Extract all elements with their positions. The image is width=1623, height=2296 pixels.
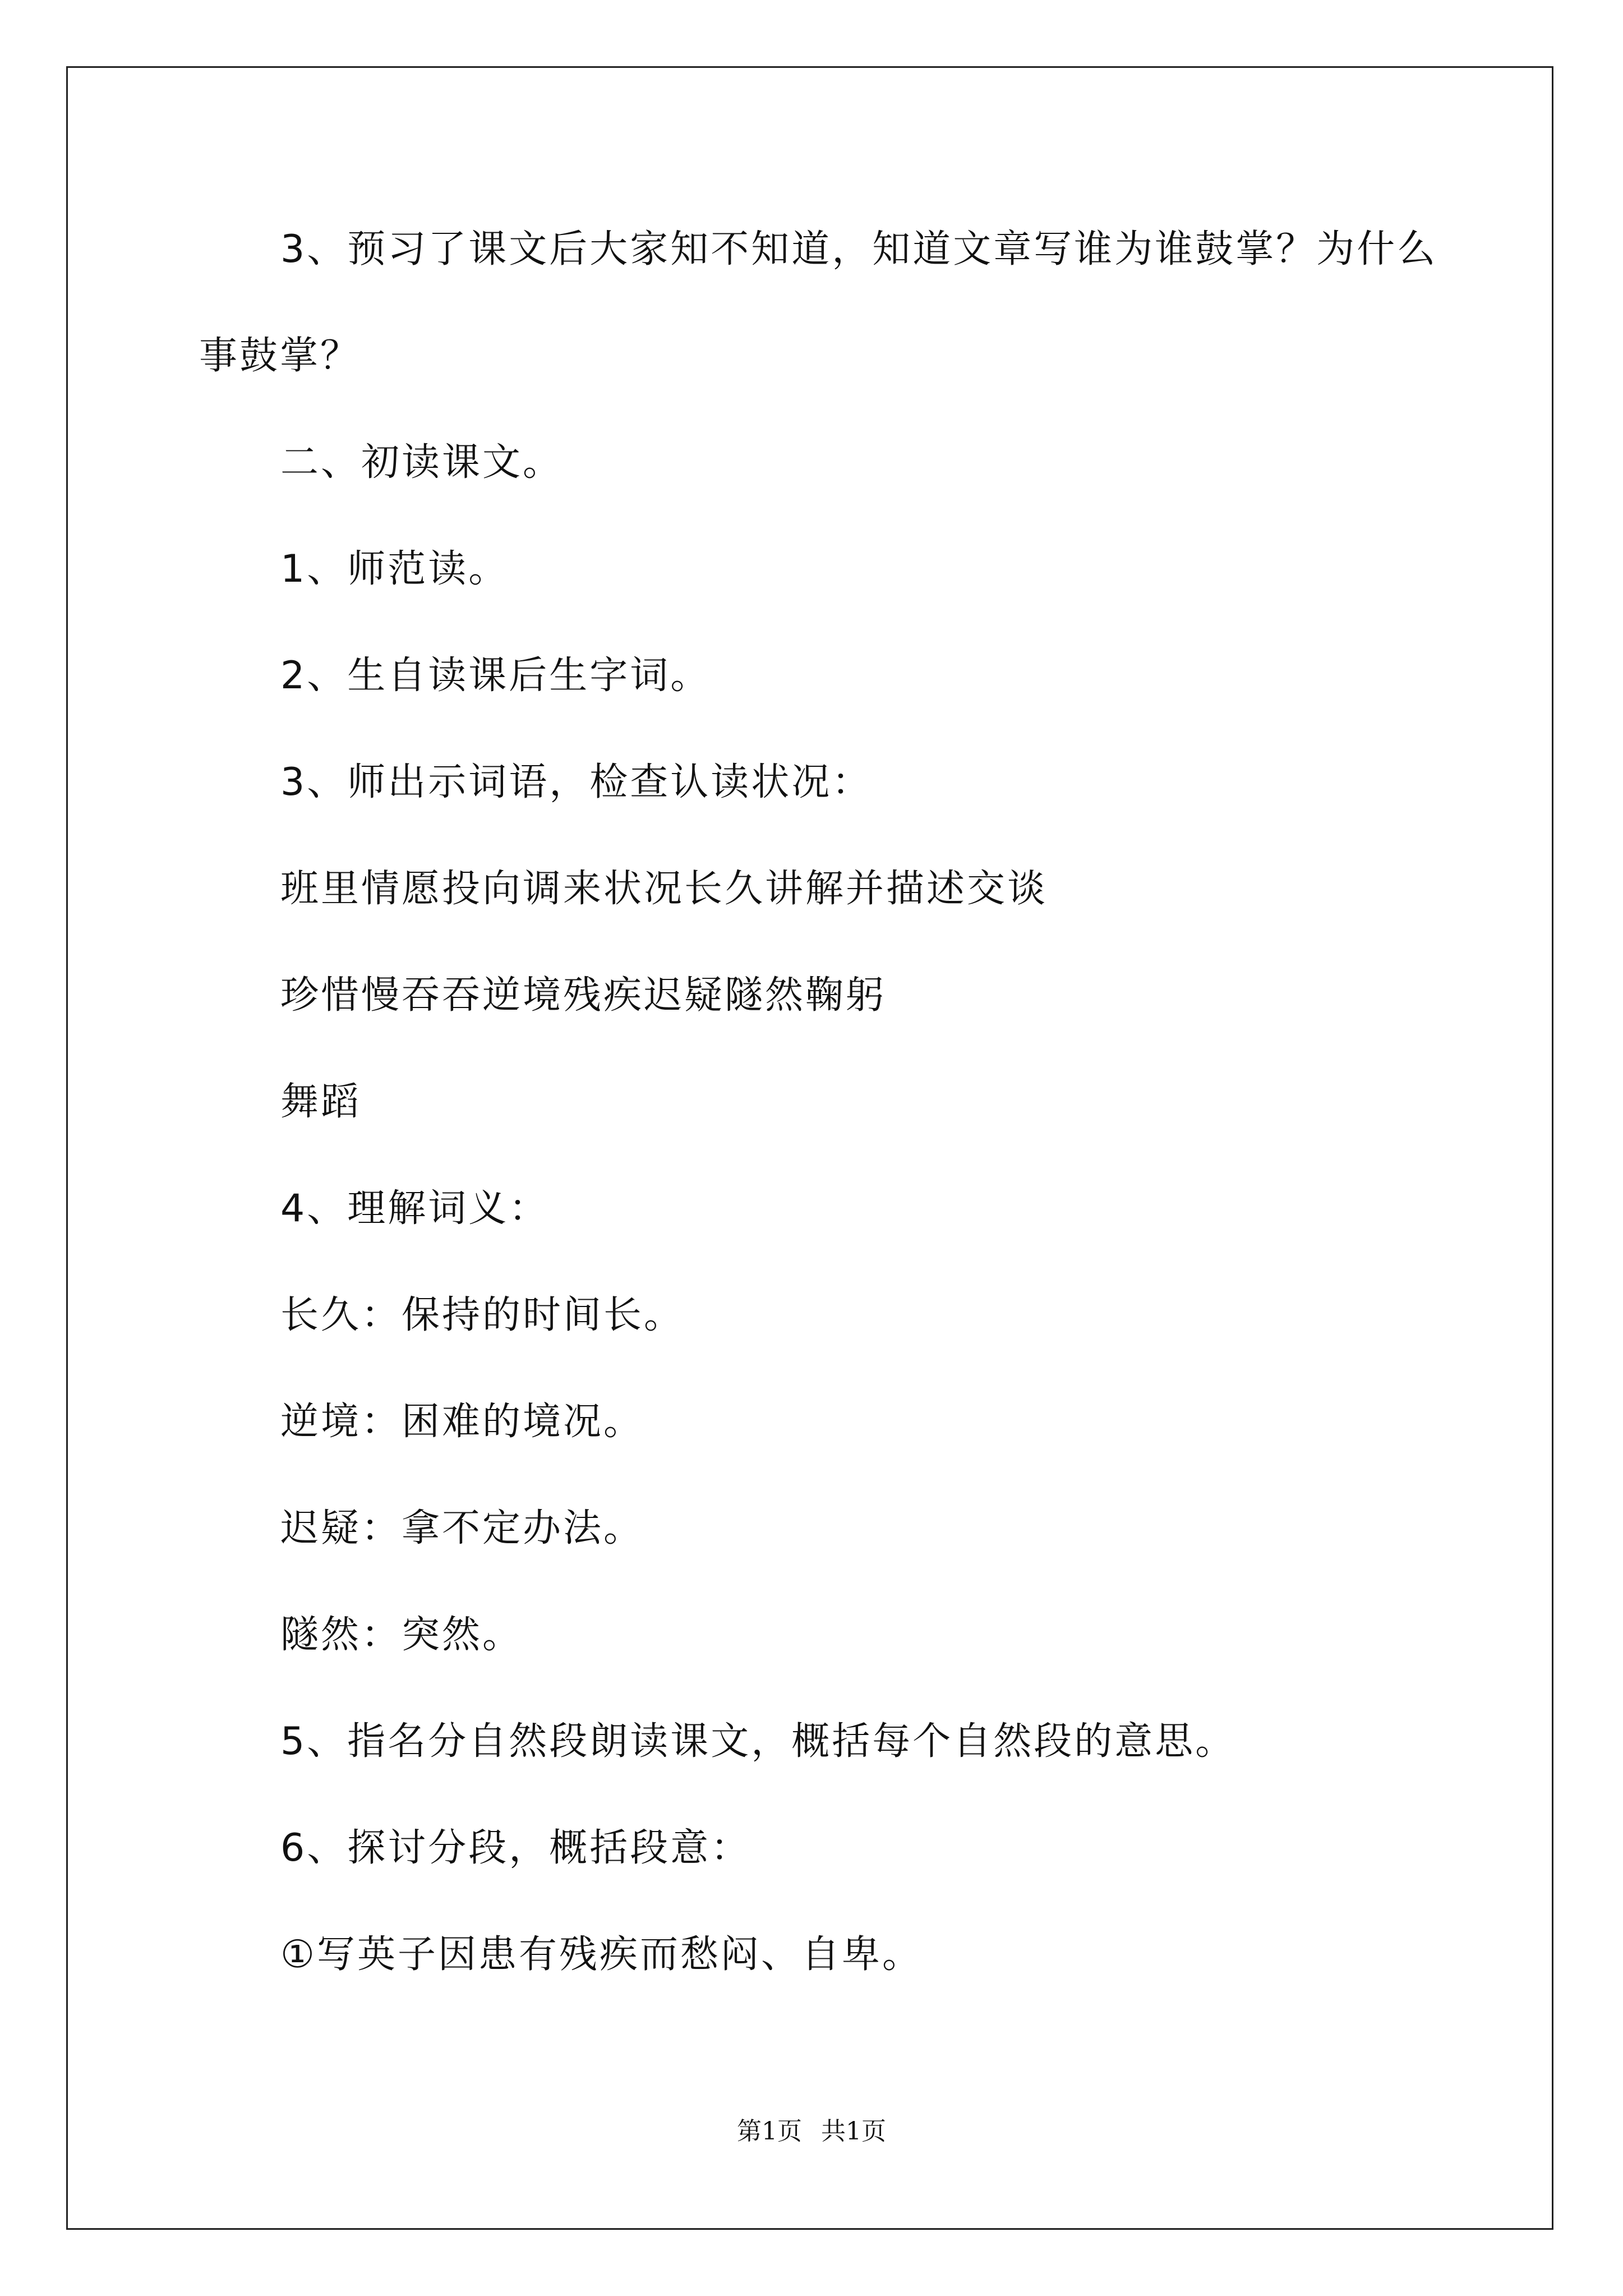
- definition-line: 逆境：困难的境况。: [280, 1400, 644, 1444]
- paragraph-line: 3、预习了课文后大家知不知道，知道文章写谁为谁鼓掌？为什么: [280, 227, 1438, 272]
- definition-line: 迟疑：拿不定办法。: [280, 1506, 644, 1550]
- vocabulary-line: 珍惜慢吞吞逆境残疾迟疑隧然鞠躬: [280, 973, 887, 1018]
- paragraph-line: ①写英子因患有残疾而愁闷、自卑。: [280, 1932, 923, 1977]
- vocabulary-line: 班里情愿投向调来状况长久讲解并描述交谈: [280, 867, 1048, 911]
- vocabulary-line: 舞蹈: [280, 1080, 362, 1124]
- definition-line: 隧然：突然。: [280, 1613, 523, 1657]
- paragraph-line: 3、师出示词语，检查认读状况：: [280, 760, 873, 804]
- page-total: 共1页: [821, 2117, 886, 2146]
- paragraph-line: 1、师范读。: [280, 547, 509, 591]
- page-footer: [0, 2116, 1623, 2147]
- definition-line: 长久：保持的时间长。: [280, 1293, 685, 1337]
- paragraph-line: 事鼓掌？: [199, 334, 361, 378]
- page-number: 第1页: [737, 2117, 802, 2146]
- paragraph-line: 4、理解词义：: [280, 1186, 550, 1231]
- paragraph-line: 5、指名分自然段朗读课文，概括每个自然段的意思。: [280, 1719, 1236, 1764]
- section-heading: 二、初读课文。: [280, 440, 564, 485]
- page-border: [66, 66, 1553, 2230]
- paragraph-line: 6、探讨分段，概括段意：: [280, 1826, 751, 1870]
- paragraph-line: 2、生自读课后生字词。: [280, 654, 711, 698]
